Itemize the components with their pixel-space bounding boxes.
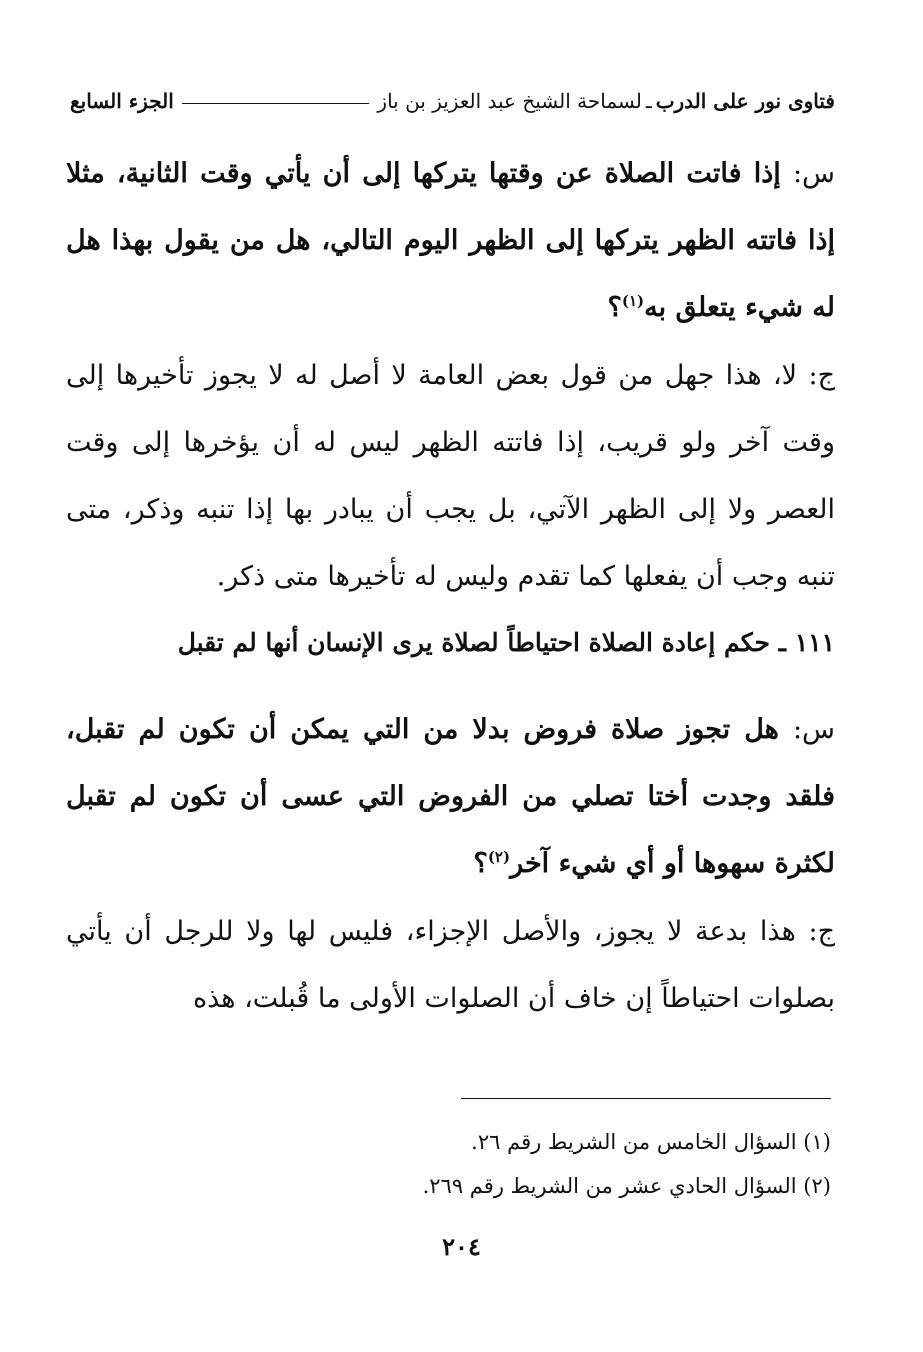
author-name: لسماحة الشيخ عبد العزيز بن باز — [377, 89, 642, 113]
page-number: ٢٠٤ — [442, 1232, 481, 1261]
question-1 — [66, 140, 835, 341]
question-mark: ؟ — [473, 848, 488, 879]
footnote-divider — [461, 1098, 831, 1099]
header-rule — [182, 103, 370, 104]
answer-text: هذا بدعة لا يجوز، والأصل الإجزاء، فليس لها ولا للرجل أن يأتي بصلوات احتياطاً إن خاف أن الصلوات الأولى ما قُبلت، هذه — [66, 916, 835, 1014]
footnote-2: (٢) السؤال الحادي عشر من الشريط رقم ٢٦٩. — [422, 1174, 831, 1198]
footnote-ref: (١) — [621, 292, 645, 310]
question-text: هل تجوز صلاة فروض بدلا من التي يمكن أن تكون لم تقبل، فلقد وجدت أختا تصلي من الفروض التي عسى أن تكون لم تقبل لكثرة سهوها أو أي شيء آخر — [66, 714, 835, 879]
question-text: إذا فاتت الصلاة عن وقتها يتركها إلى أن يأتي وقت الثانية، مثلا إذا فاتته الظهر يتركها إلى الظهر اليوم التالي، هل من يقول بهذا هل له شيء يتعلق به — [66, 158, 835, 323]
answer-2 — [66, 898, 835, 1032]
footnote-ref: (٢) — [487, 848, 511, 866]
question-mark: ؟ — [607, 292, 622, 323]
footnote-1: (١) السؤال الخامس من الشريط رقم ٢٦. — [471, 1130, 831, 1154]
footnotes — [66, 1120, 831, 1208]
section-heading: ١١١ ـ حكم إعادة الصلاة احتياطاً لصلاة يرى الإنسان أنها لم تقبل — [177, 628, 835, 657]
question-lead: س: — [792, 714, 835, 745]
answer-text: لا، هذا جهل من قول بعض العامة لا أصل له لا يجوز تأخيرها إلى وقت آخر ولو قريب، إذا فاتته الظهر ليس له أن يؤخرها إلى وقت العصر ولا إلى الظهر الآتي، بل يجب أن يبادر بها إذا تنبه وذكر، متى تنبه وجب أن يفعلها كما تقدم وليس له تأخيرها متى ذكر. — [66, 360, 835, 592]
question-lead: س: — [792, 158, 835, 189]
answer-lead: ج: — [808, 916, 835, 947]
question-2 — [66, 696, 835, 897]
answer-lead: ج: — [808, 360, 835, 391]
running-header — [70, 84, 835, 118]
book-title: فتاوى نور على الدرب — [655, 89, 835, 113]
answer-1 — [66, 342, 835, 610]
header-separator: ـ — [645, 89, 652, 113]
volume-part: الجزء السابع — [70, 89, 174, 113]
